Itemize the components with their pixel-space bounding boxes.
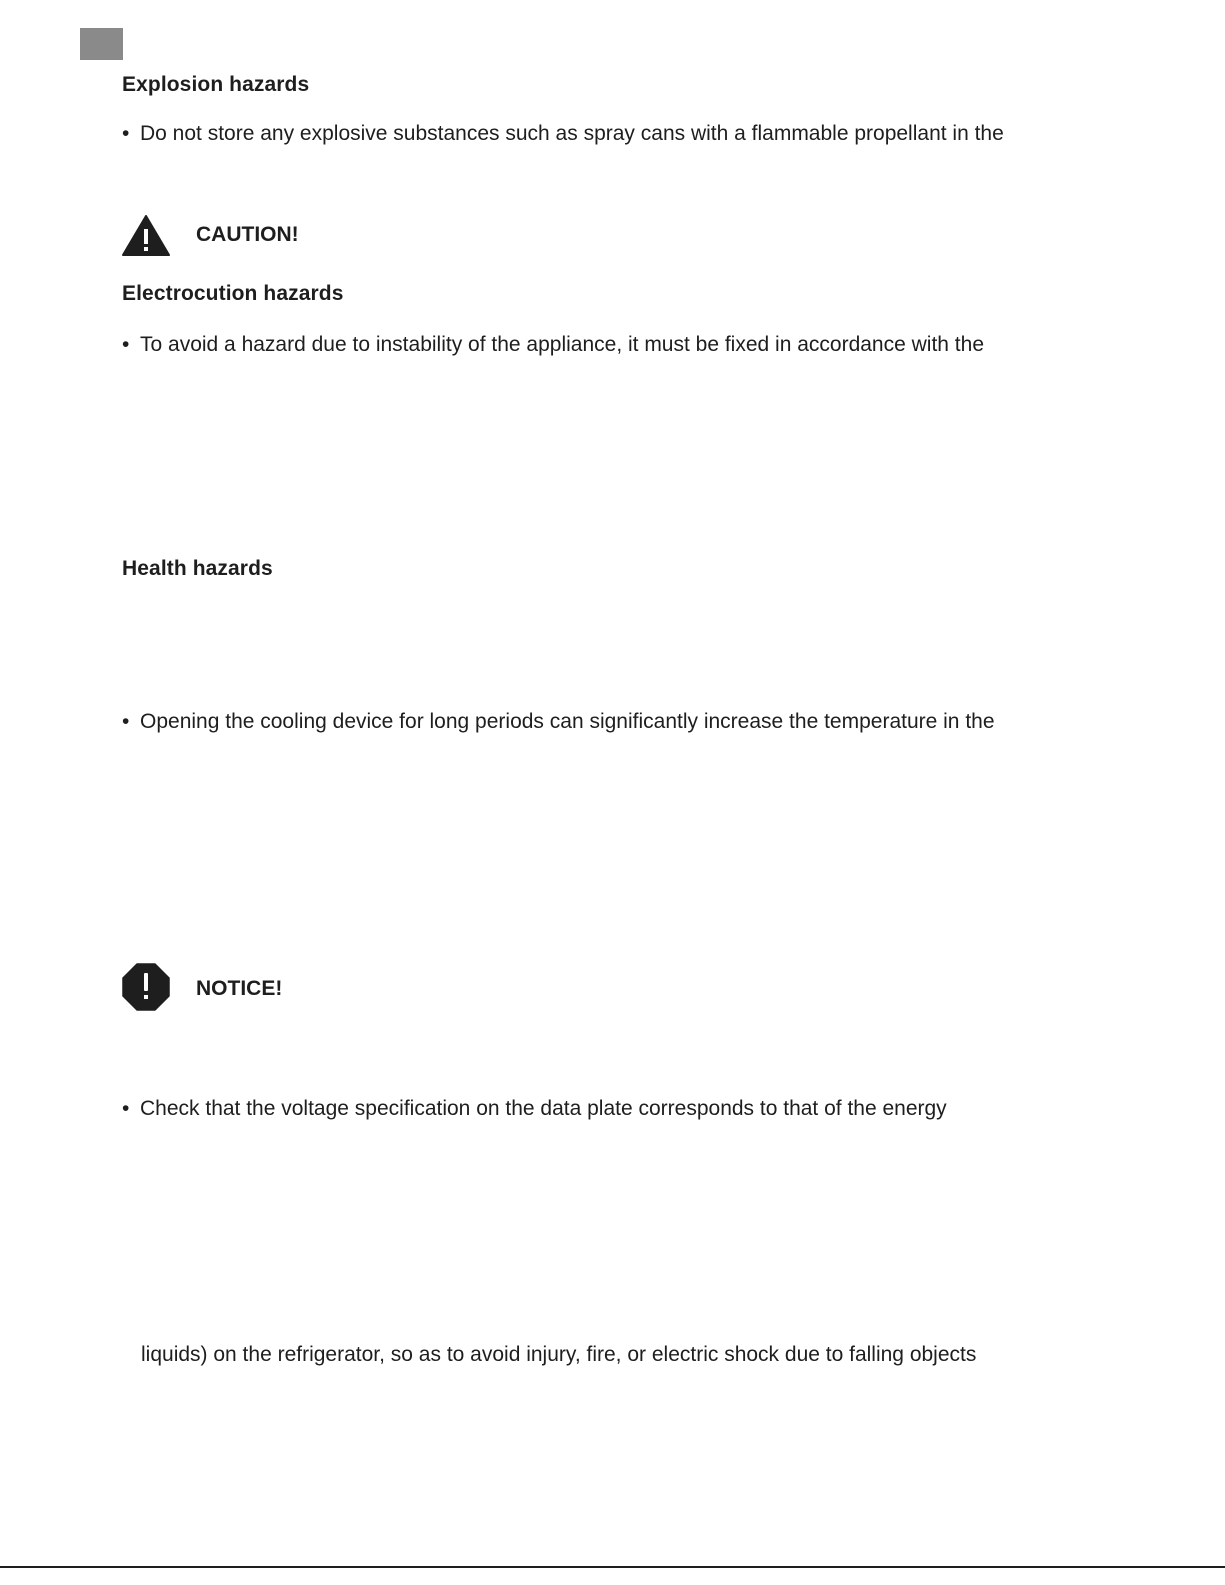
bullet-dot: • [122,333,130,356]
notice-label: NOTICE! [196,977,283,1000]
bullet-dot: • [122,710,130,733]
bullet-text: Opening the cooling device for long periods can significantly increase the temperature in the [140,710,995,733]
health-bullet [122,710,995,734]
electrocution-bullet [122,333,984,357]
page-bottom-rule [0,1566,1225,1568]
bullet-text: To avoid a hazard due to instability of the appliance, it must be fixed in accordance with the [140,333,984,356]
warning-triangle-icon [122,215,170,262]
bullet-text: Do not store any explosive substances such as spray cans with a flammable propellant in the [140,122,1004,145]
electrocution-hazards-heading: Electrocution hazards [122,282,344,305]
health-hazards-heading: Health hazards [122,557,273,580]
bullet-dot: • [122,122,130,145]
bullet-dot: • [122,1097,130,1120]
caution-label: CAUTION! [196,223,299,246]
explosion-bullet [122,122,1004,146]
explosion-hazards-heading: Explosion hazards [122,73,310,96]
notice-bullet [122,1097,947,1121]
bullet-text: Check that the voltage specification on the data plate corresponds to that of the energy [140,1097,947,1120]
notice-continuation-text: liquids) on the refrigerator, so as to avoid injury, fire, or electric shock due to falling objects [141,1343,977,1366]
page-marker [80,28,123,60]
notice-octagon-icon [122,963,170,1016]
